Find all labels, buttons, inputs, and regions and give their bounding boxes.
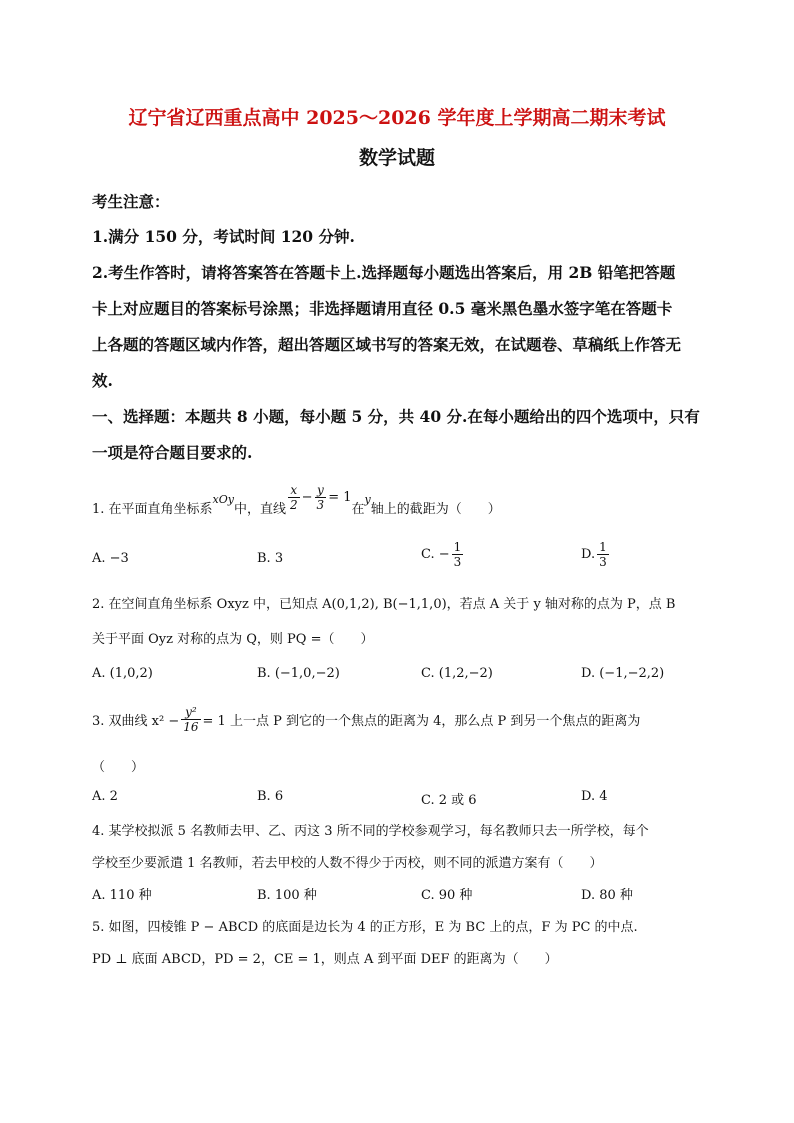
q1-option-a: A. −3 <box>92 551 129 566</box>
question-2-line-1: 2. 在空间直角坐标系 Oxyz 中，已知点 A(0,1,2), B(−1,1,0)，若点 A 关于 y 轴对称的点为 P，点 B <box>92 597 676 612</box>
q2-option-b: B. (−1,0,−2) <box>257 666 340 681</box>
section-1-heading-line-2: 一项是符合题目要求的. <box>92 443 253 462</box>
q1-axis: y <box>364 492 371 506</box>
notice-item-2-line-2: 卡上对应题目的答案标号涂黑；非选择题请用直径 0.5 毫米黑色墨水签字笔在答题卡 <box>92 299 673 318</box>
q1-option-d: D. $\frac{1}{3}$ <box>581 540 607 569</box>
q1-text-post-2: 轴上的截距为（ ） <box>370 501 501 517</box>
question-2-line-2: 关于平面 Oyz 对称的点为 Q，则 PQ =（ ） <box>92 632 374 647</box>
q2-option-d: D. (−1,−2,2) <box>581 666 665 681</box>
q1-line-equation: $\frac{x}{2}$ − $\frac{y}{3}$ = 1 <box>290 482 352 512</box>
notice-heading: 考生注意： <box>92 192 170 211</box>
question-3-line-1 <box>92 702 640 736</box>
q3-option-d: D. 4 <box>581 789 608 804</box>
q3-text-pre: 3. 双曲线 x² − <box>92 713 180 729</box>
question-5-line-1: 5. 如图，四棱锥 P − ABCD 的底面是边长为 4 的正方形，E 为 BC 上的点，F 为 PC 的中点. <box>92 920 638 935</box>
q1-option-c: C. − $\frac{1}{3}$ <box>421 540 462 569</box>
q4-option-b: B. 100 种 <box>257 888 317 903</box>
question-5-line-2: PD ⊥ 底面 ABCD，PD = 2，CE = 1，则点 A 到平面 DEF 的距离为（ ） <box>92 952 558 967</box>
q3-option-b: B. 6 <box>257 789 284 804</box>
q3-option-a: A. 2 <box>92 789 118 804</box>
section-1-heading-line-1: 一、选择题：本题共 8 小题，每小题 5 分，共 40 分.在每小题给出的四个选项中，只有 <box>92 407 700 426</box>
question-3-line-2: （ ） <box>92 760 145 775</box>
notice-item-2-line-1: 2.考生作答时，请将答案答在答题卡上.选择题每小题选出答案后，用 2B 铅笔把答题 <box>92 263 676 282</box>
question-4-line-2: 学校至少要派遣 1 名教师，若去甲校的人数不得少于丙校，则不同的派遣方案有（ ） <box>92 856 603 871</box>
question-4-line-1: 4. 某学校拟派 5 名教师去甲、乙、丙这 3 所不同的学校参观学习，每名教师只去一所学校，每个 <box>92 824 649 839</box>
q1-option-d-frac: $\frac{1}{3}$ <box>599 540 607 569</box>
q2-option-c: C. (1,2,−2) <box>421 666 493 681</box>
q1-frac-x-over-2: $\frac{x}{2}$ <box>290 482 298 512</box>
notice-item-2-line-4: 效. <box>92 371 113 390</box>
q4-option-a: A. 110 种 <box>92 888 152 903</box>
exam-title: 辽宁省辽西重点高中 2025～2026 学年度上学期高二期末考试 <box>128 107 666 129</box>
subject-title: 数学试题 <box>358 147 435 169</box>
q1-coordinate-system: xOy <box>212 492 234 506</box>
q1-option-c-frac: $\frac{1}{3}$ <box>453 540 462 569</box>
q2-option-a: A. (1,0,2) <box>92 666 153 681</box>
q1-text-mid: 中，直线 <box>233 501 286 517</box>
q1-frac-y-over-3: $\frac{y}{3}$ <box>316 482 325 512</box>
notice-item-2-line-3: 上各题的答题区域内作答，超出答题区域书写的答案无效，在试题卷、草稿纸上作答无 <box>92 335 682 354</box>
q3-text-post: = 1 上一点 P 到它的一个焦点的距离为 4，那么点 P 到另一个焦点的距离为 <box>202 713 641 729</box>
q1-option-b: B. 3 <box>257 551 284 566</box>
notice-item-1: 1.满分 150 分，考试时间 120 分钟. <box>92 227 355 246</box>
q4-option-d: D. 80 种 <box>581 888 633 903</box>
q3-frac-y2-over-16: $\frac{\text{y²}}{16}$ <box>183 704 199 734</box>
q3-option-c: C. 2 或 6 <box>421 793 477 808</box>
q1-text-post-1: 在 <box>351 501 365 517</box>
question-1 <box>92 482 501 527</box>
q1-text-pre: 1. 在平面直角坐标系 <box>92 501 213 517</box>
q4-option-c: C. 90 种 <box>421 888 473 903</box>
